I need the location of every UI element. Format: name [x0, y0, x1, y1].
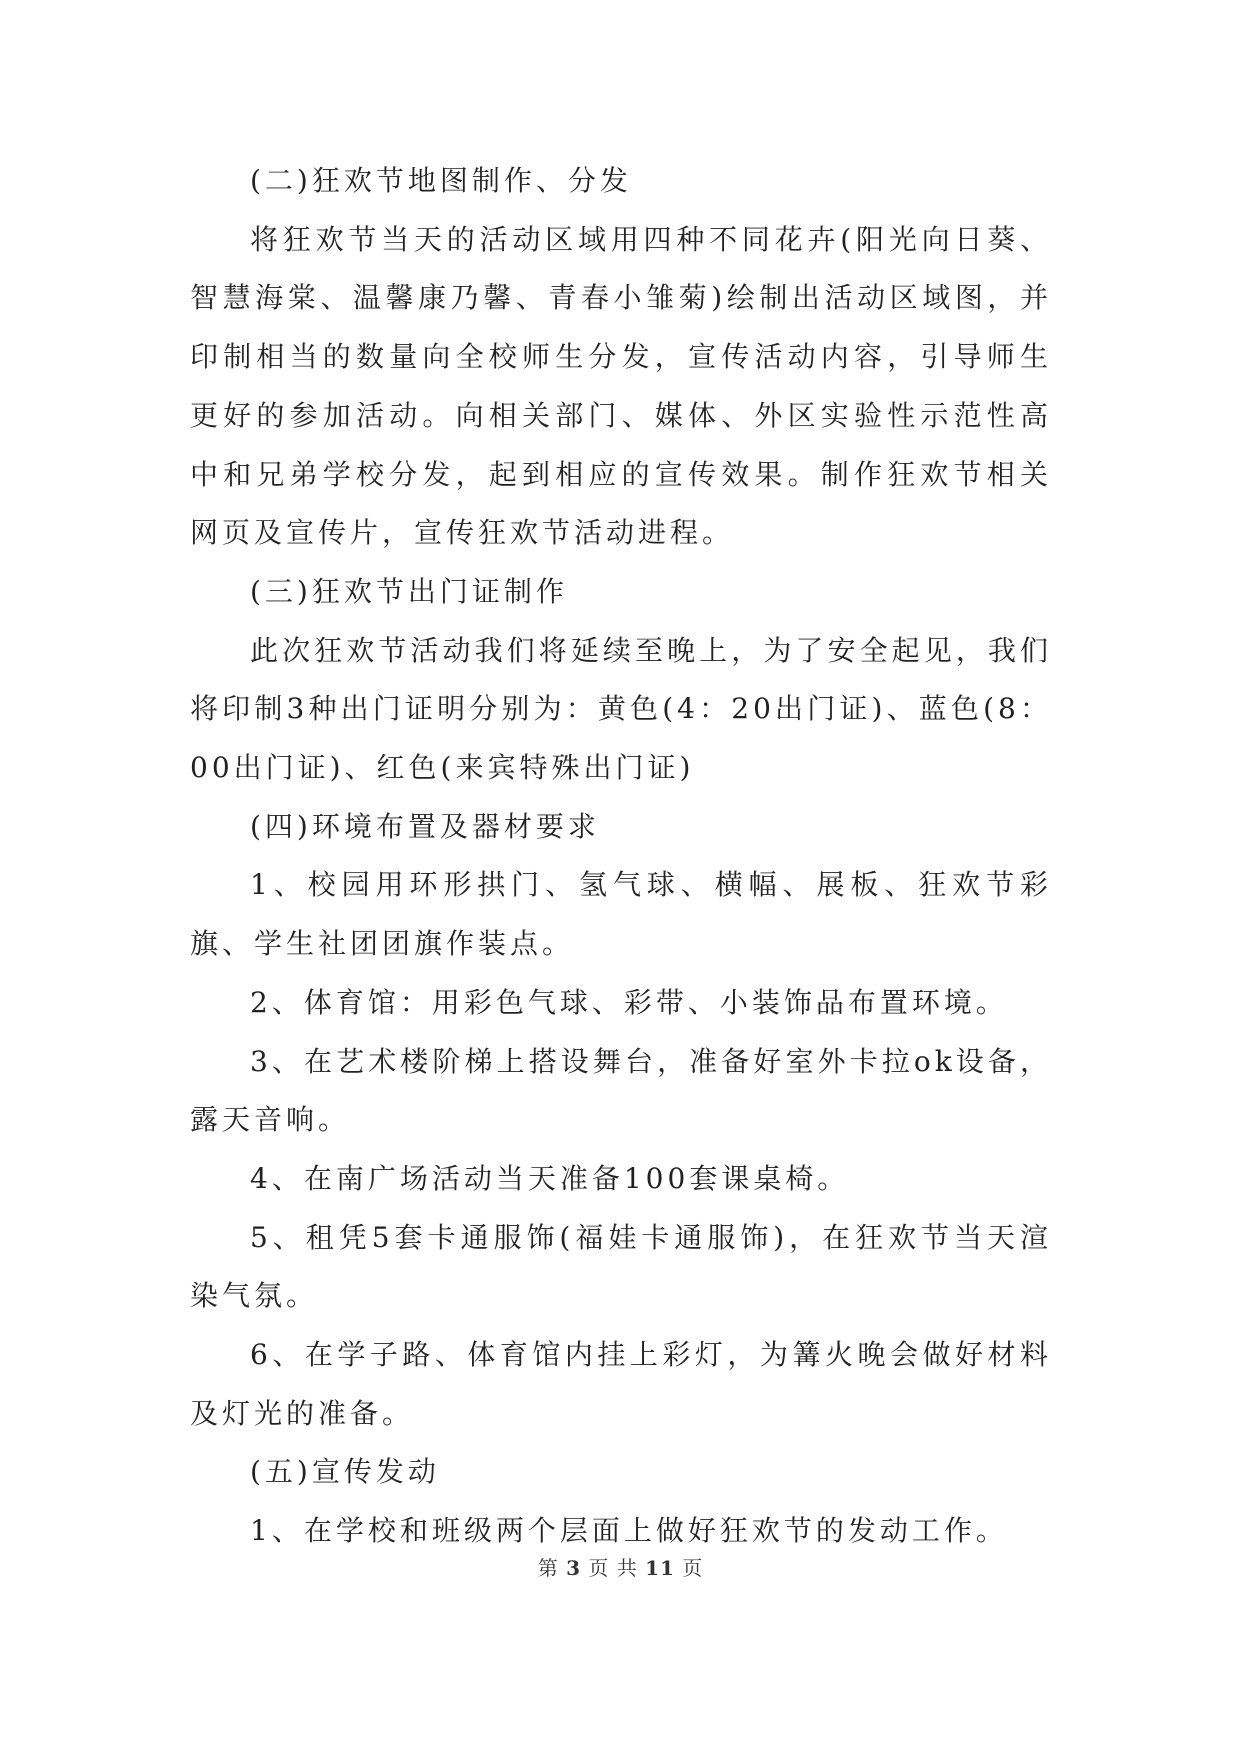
page-footer	[0, 1554, 1241, 1582]
section-heading-map: (二)狂欢节地图制作、分发	[250, 164, 632, 197]
section-heading-publicity: (五)宣传发动	[250, 1455, 440, 1489]
list-item-environment-4: 4、在南广场活动当天准备100套课桌椅。	[250, 1161, 850, 1195]
list-item-environment-1: 1、校园用环形拱门、氢气球、横幅、展板、狂欢节彩旗、学生社团团旗作装点。	[190, 868, 1052, 961]
list-item-environment-5: 5、租凭5套卡通服饰(福娃卡通服饰)，在狂欢节当天渲染气氛。	[190, 1220, 1052, 1313]
footer-middle: 页 共	[588, 1556, 638, 1580]
footer-suffix: 页	[682, 1556, 704, 1580]
list-item-publicity-1: 1、在学校和班级两个层面上做好狂欢节的发动工作。	[250, 1514, 1008, 1548]
total-page-count: 11	[645, 1556, 675, 1580]
current-page-number: 3	[566, 1556, 581, 1580]
paragraph-pass-details: 此次狂欢节活动我们将延续至晚上，为了安全起见，我们将印制3种出门证明分别为：黄色(4：20出门证)、蓝色(8：00出门证)、红色(来宾特殊出门证)	[190, 633, 1052, 785]
paragraph-map-details: 将狂欢节当天的活动区域用四种不同花卉(阳光向日葵、智慧海棠、温馨康乃馨、青春小雏菊)绘制出活动区域图，并印制相当的数量向全校师生分发，宣传活动内容，引导师生更好的参加活动。向相关部门、媒体、外区实验性示范性高中和兄弟学校分发，起到相应的宣传效果。制作狂欢节相关网页及宣传片，宣传狂欢节活动进程。	[190, 222, 1052, 550]
section-heading-pass: (三)狂欢节出门证制作	[250, 574, 568, 608]
footer-prefix: 第	[537, 1556, 559, 1580]
list-item-environment-3: 3、在艺术楼阶梯上搭设舞台，准备好室外卡拉ok设备，露天音响。	[190, 1044, 1052, 1137]
list-item-environment-2: 2、体育馆：用彩色气球、彩带、小装饰品布置环境。	[250, 985, 1008, 1019]
list-item-environment-6: 6、在学子路、体育馆内挂上彩灯，为篝火晚会做好材料及灯光的准备。	[190, 1338, 1052, 1430]
document-body	[190, 152, 1052, 1561]
section-heading-environment: (四)环境布置及器材要求	[250, 809, 600, 843]
